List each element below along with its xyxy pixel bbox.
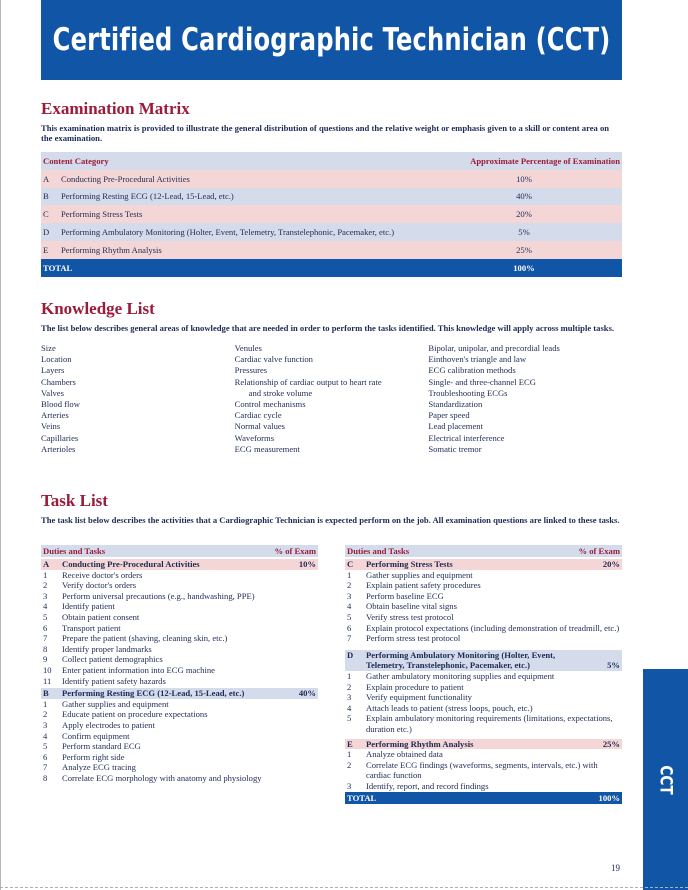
side-tab-label: CCT — [655, 764, 676, 795]
task-section-d — [345, 650, 622, 671]
task-item: 2 Correlate ECG findings (waveforms, segments, intervals, etc.) with cardiac function — [347, 759, 598, 781]
matrix-row-label: Performing Rhythm Analysis — [59, 241, 426, 259]
task-column-right — [345, 545, 622, 804]
knowledge-item: Waveforms — [234, 432, 275, 443]
task-col-duties: Duties and Tasks — [347, 546, 410, 556]
task-item: 2 Verify doctor's orders — [43, 580, 137, 591]
task-section-pct: 25% — [602, 738, 620, 749]
matrix-header-row — [41, 152, 622, 170]
matrix-row-pct: 10% — [426, 170, 622, 188]
matrix-row-letter: C — [41, 205, 59, 223]
matrix-row-label: Performing Ambulatory Monitoring (Holter, Event, Telemetry, Transtelephonic, Pacemaker, etc.) — [59, 223, 426, 241]
task-heading: Task List — [41, 491, 108, 510]
page-bottom-edge — [0, 887, 688, 888]
task-header-row — [345, 545, 622, 557]
task-item: 6 Transport patient — [43, 622, 121, 633]
knowledge-intro: The list below describes general areas of knowledge that are needed in order to perform the tasks identified. This knowledge will apply across multiple tasks. — [41, 323, 615, 333]
matrix-row-letter: E — [41, 241, 59, 259]
task-section-pct: 10% — [298, 559, 316, 569]
task-section-letter: E — [347, 738, 353, 749]
matrix-row-label: Performing Resting ECG (12-Lead, 15-Lead, etc.) — [59, 188, 426, 206]
task-section-e — [345, 739, 622, 750]
task-item: 6 Explain protocol expectations (including demonstration of treadmill, etc.) — [347, 622, 620, 633]
task-item: 2 Explain procedure to patient — [347, 681, 464, 692]
task-item: 2 Educate patient on procedure expectations — [43, 709, 208, 720]
knowledge-item: ECG measurement — [234, 443, 300, 454]
knowledge-item: Control mechanisms — [234, 399, 306, 410]
page-edge — [0, 0, 1, 890]
knowledge-column-2 — [235, 343, 429, 455]
task-item: 3 Perform baseline ECG — [347, 590, 444, 601]
task-item: 3 Apply electrodes to patient — [43, 719, 155, 730]
task-col-pct: % of Exam — [578, 546, 620, 556]
matrix-row-label: Performing Stress Tests — [59, 205, 426, 223]
matrix-row — [41, 241, 622, 259]
task-item: 7 Perform stress test protocol — [347, 633, 461, 644]
matrix-row-letter: A — [41, 170, 59, 188]
task-col-pct: % of Exam — [274, 546, 316, 556]
matrix-row-letter: B — [41, 188, 59, 206]
matrix-row — [41, 223, 622, 241]
task-item: 10 Enter patient information into ECG machine — [43, 664, 215, 675]
task-item: 1 Gather ambulatory monitoring supplies and equipment — [347, 670, 555, 681]
knowledge-item: Chambers — [41, 376, 76, 387]
knowledge-item: Normal values — [234, 421, 286, 432]
task-item: 5 Verify stress test protocol — [347, 611, 454, 622]
knowledge-heading: Knowledge List — [41, 299, 155, 318]
task-list-section — [41, 491, 622, 525]
knowledge-item: Cardiac valve function — [234, 354, 313, 365]
task-section-title: Performing Resting ECG (12-Lead, 15-Lead, etc.) — [62, 688, 245, 699]
task-item: 1 Analyze obtained data — [347, 749, 443, 760]
knowledge-item: Troubleshooting ECGs — [428, 387, 508, 398]
task-section-b — [41, 688, 318, 699]
task-item: 5 Obtain patient consent — [43, 611, 140, 622]
matrix-intro: This examination matrix is provided to illustrate the general distribution of questions and the relative weight or emphasis given to a skill or content area on the examination. — [41, 123, 610, 143]
task-section-letter: B — [43, 688, 49, 699]
task-item: 4 Obtain baseline vital signs — [347, 601, 457, 612]
task-section-letter: A — [43, 559, 50, 569]
task-item: 4 Attach leads to patient (stress loops, pouch, etc.) — [347, 702, 533, 713]
task-item: 7 Analyze ECG tracing — [43, 762, 136, 773]
knowledge-columns — [41, 343, 622, 455]
matrix-row-pct: 40% — [426, 188, 622, 206]
knowledge-item: Electrical interference — [428, 432, 505, 443]
knowledge-list-section — [41, 299, 622, 455]
knowledge-item: Location — [41, 354, 72, 365]
task-intro: The task list below describes the activities that a Cardiographic Technician is expected perform on the job. All examination questions are linked to these tasks. — [41, 515, 620, 525]
task-item: 5 Explain ambulatory monitoring requirements (limitations, expectations, duration etc.) — [347, 713, 613, 734]
task-section-a — [41, 559, 318, 570]
knowledge-item: Layers — [41, 365, 65, 376]
matrix-row — [41, 205, 622, 223]
task-section-c — [345, 559, 622, 570]
task-section-pct: 40% — [298, 688, 316, 699]
task-item: 4 Confirm equipment — [43, 730, 130, 741]
page-number: 19 — [611, 863, 620, 873]
task-section-title: Conducting Pre-Procedural Activities — [62, 559, 200, 569]
task-section-letter: C — [347, 559, 354, 569]
title-banner — [41, 0, 622, 80]
knowledge-item: Cardiac cycle — [234, 410, 282, 421]
knowledge-column-1 — [41, 343, 235, 455]
knowledge-item: Einthoven's triangle and law — [428, 354, 527, 365]
knowledge-item: Valves — [41, 387, 64, 398]
task-header-row — [41, 545, 318, 557]
knowledge-item: Somatic tremor — [428, 443, 482, 454]
section-side-tab — [643, 669, 688, 890]
task-item: 7 Prepare the patient (shaving, cleaning skin, etc.) — [43, 633, 228, 644]
examination-matrix-table — [41, 152, 622, 277]
task-item: 3 Verify equipment functionality — [347, 692, 472, 703]
knowledge-item: Relationship of cardiac output to heart rate — [234, 376, 382, 387]
knowledge-item: and stroke volume — [248, 387, 313, 398]
task-item: 6 Perform right side — [43, 751, 125, 762]
task-item: 4 Identify patient — [43, 601, 115, 612]
task-item: 1 Gather supplies and equipment — [347, 569, 473, 580]
task-item: 3 Identify, report, and record findings — [347, 780, 489, 791]
matrix-col-pct: Approximate Percentage of Examination — [426, 152, 622, 170]
matrix-total-pct: 100% — [426, 259, 622, 277]
task-item: 8 Identify proper landmarks — [43, 643, 152, 654]
matrix-heading: Examination Matrix — [41, 99, 190, 118]
knowledge-item: Venules — [234, 343, 262, 353]
matrix-total-row — [41, 259, 622, 277]
knowledge-item: Standardization — [428, 399, 483, 410]
task-item: 5 Perform standard ECG — [43, 741, 141, 752]
knowledge-item: Size — [41, 343, 56, 353]
matrix-row-pct: 5% — [426, 223, 622, 241]
task-section-title: Performing Ambulatory Monitoring (Holter, Event, Telemetry, Transtelephonic, Pacemaker, etc.) — [366, 649, 556, 671]
task-section-title: Performing Stress Tests — [366, 559, 453, 569]
task-item: 3 Perform universal precautions (e.g., handwashing, PPE) — [43, 590, 255, 601]
knowledge-item: Arterioles — [41, 443, 76, 454]
task-item: 2 Explain patient safety procedures — [347, 580, 481, 591]
knowledge-item: Blood flow — [41, 399, 80, 410]
matrix-col-category: Content Category — [41, 152, 426, 170]
task-section-pct: 20% — [602, 559, 620, 569]
knowledge-item: Arteries — [41, 410, 69, 421]
task-col-duties: Duties and Tasks — [43, 546, 106, 556]
matrix-row — [41, 188, 622, 206]
task-item: 8 Correlate ECG morphology with anatomy and physiology — [43, 772, 262, 783]
knowledge-item: Single- and three-channel ECG — [428, 376, 536, 387]
knowledge-column-3 — [428, 343, 622, 455]
knowledge-item: Lead placement — [428, 421, 483, 432]
task-total-pct: 100% — [598, 793, 620, 804]
knowledge-item: Veins — [41, 421, 61, 432]
matrix-row-letter: D — [41, 223, 59, 241]
task-total-label: TOTAL — [347, 793, 377, 804]
task-section-pct: 5% — [607, 660, 620, 671]
knowledge-item: Paper speed — [428, 410, 470, 421]
task-section-title: Performing Rhythm Analysis — [366, 738, 474, 749]
task-item: 1 Receive doctor's orders — [43, 569, 143, 580]
knowledge-item: Capillaries — [41, 432, 79, 443]
task-total-row — [345, 792, 622, 804]
task-item: 1 Gather supplies and equipment — [43, 698, 169, 709]
task-item: 11 Identify patient safety hazards — [43, 675, 166, 686]
matrix-row-pct: 25% — [426, 241, 622, 259]
matrix-row-label: Conducting Pre-Procedural Activities — [59, 170, 426, 188]
matrix-row-pct: 20% — [426, 205, 622, 223]
task-section-letter: D — [347, 649, 354, 660]
knowledge-item: Bipolar, unipolar, and precordial leads — [428, 343, 560, 353]
page-title: Certified Cardiographic Technician (CCT) — [52, 22, 611, 58]
matrix-row — [41, 170, 622, 188]
knowledge-item: ECG calibration methods — [428, 365, 516, 376]
knowledge-item: Pressures — [234, 365, 268, 376]
examination-matrix-section — [41, 99, 622, 277]
matrix-total-label: TOTAL — [41, 259, 426, 277]
task-item: 9 Collect patient demographics — [43, 654, 163, 665]
task-column-left — [41, 545, 318, 783]
